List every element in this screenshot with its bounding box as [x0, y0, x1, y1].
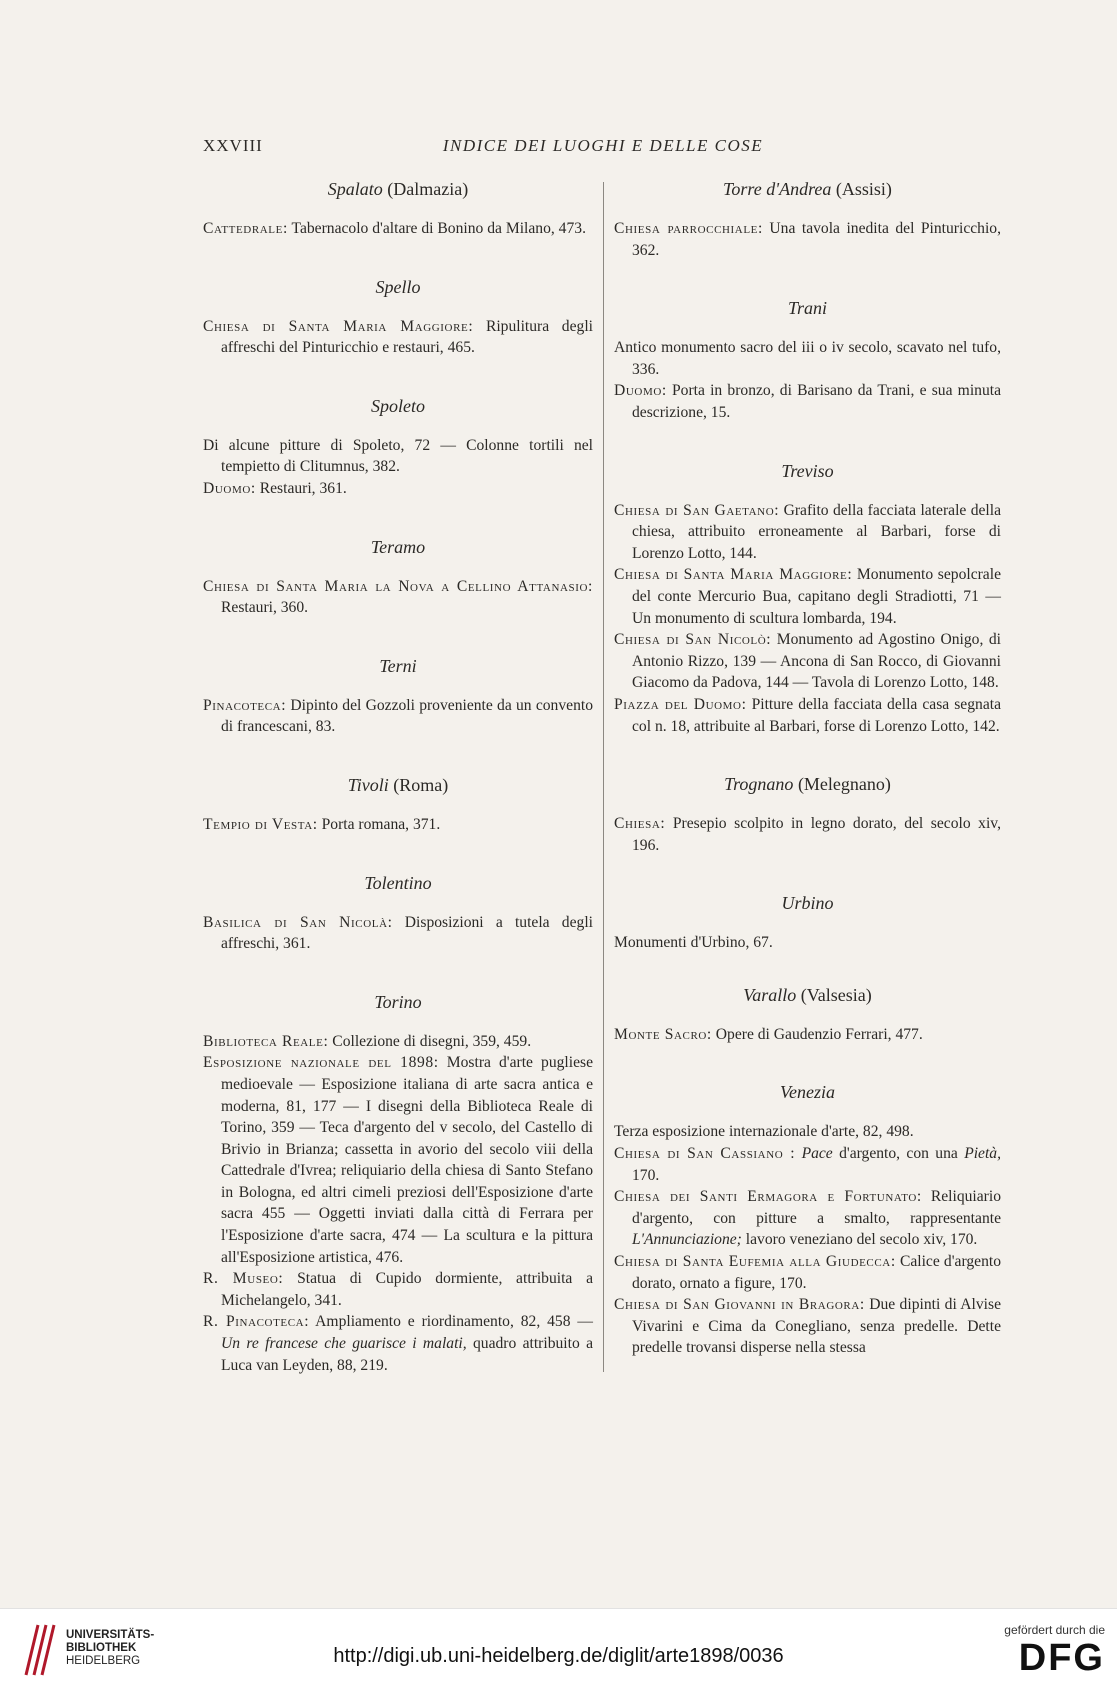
place-region: (Roma)	[393, 774, 449, 795]
entry-label: Chiesa di San Nicolò:	[614, 631, 772, 649]
entry-text: Dipinto del Gozzoli proveniente da un convento di francescani, 83.	[221, 696, 593, 736]
place-heading-torre-d-andrea	[614, 178, 1001, 200]
place-region: (Dalmazia)	[387, 179, 469, 199]
entry-label: Piazza del Duomo:	[614, 695, 747, 713]
entry-text: Disposizioni a tutela degli affreschi, 361.	[221, 913, 593, 953]
entry-label: Esposizione nazionale del 1898:	[203, 1054, 439, 1072]
index-entry	[203, 435, 593, 478]
page-number: XXVIII	[203, 136, 263, 155]
index-entry	[614, 1251, 1001, 1294]
place-name: Spoleto	[371, 395, 425, 416]
entry-label: Tempio di Vesta:	[203, 815, 318, 833]
entry-text: Presepio scolpito in legno dorato, del secolo xiv, 196.	[632, 815, 1001, 854]
entry-text: Porta romana, 371.	[321, 815, 441, 833]
index-entry	[614, 500, 1001, 565]
index-entry	[203, 814, 593, 836]
place-heading-torino	[203, 991, 593, 1013]
entry-text: Opere di Gaudenzio Ferrari, 477.	[715, 1025, 923, 1043]
index-entry	[614, 1143, 1001, 1186]
index-entry	[614, 1186, 1001, 1251]
artwork-title: L'Annunciazione;	[632, 1231, 742, 1249]
place-region: (Valsesia)	[800, 984, 872, 1005]
entry-text: Monumento sepolcrale del conte Mercurio Bua, capitano degli Stradiotti, 71 — Un monumento di scultura lombarda, 194.	[632, 566, 1001, 627]
entry-label: Duomo:	[203, 479, 256, 497]
index-entry	[614, 337, 1001, 380]
place-name: Spalato	[327, 179, 383, 199]
index-entry	[614, 380, 1001, 423]
entry-text: Antico monumento sacro del iii o iv secolo, scavato nel tufo, 336.	[614, 339, 1001, 378]
entry-label: Chiesa di San Giovanni in Bragora:	[614, 1296, 865, 1314]
place-region: (Assisi)	[835, 179, 892, 199]
entry-text: Reliquiario d'argento, con pitture a smalto, rappresentante	[632, 1188, 1001, 1227]
entry-text: Restauri, 360.	[221, 599, 309, 617]
page-header	[203, 136, 1003, 160]
place-name: Torino	[374, 991, 422, 1012]
place-heading-trani	[614, 297, 1001, 319]
entry-label: Cattedrale:	[203, 220, 288, 237]
entry-text: Restauri, 361.	[259, 479, 347, 497]
index-entry	[203, 912, 593, 955]
entry-text: Monumento ad Agostino Onigo, di Antonio Rizzo, 139 — Ancona di San Rocco, di Giovanni Giacomo da Padova, 144 — Tavola di Lorenzo Lotto, 148.	[632, 631, 1001, 692]
dfg-logo: DFG	[1018, 1637, 1105, 1679]
place-heading-spoleto	[203, 395, 593, 417]
library-name-line: HEIDELBERG	[66, 1655, 141, 1667]
entry-text: Porta in bronzo, di Barisano da Trani, e sua minuta descrizione, 15.	[632, 382, 1001, 421]
place-heading-urbino	[614, 892, 1001, 914]
place-heading-terni	[203, 655, 593, 677]
place-name: Teramo	[370, 536, 426, 557]
place-heading-trognano	[614, 773, 1001, 795]
index-entry	[614, 813, 1001, 856]
index-entry	[203, 1268, 593, 1311]
left-column	[203, 178, 593, 1376]
entry-label: Chiesa di Santa Eufemia alla Giudecca:	[614, 1253, 896, 1271]
entry-label: Chiesa di Santa Maria Maggiore:	[614, 566, 853, 584]
entry-label: Chiesa di Santa Maria Maggiore:	[203, 317, 474, 335]
index-entry	[614, 564, 1001, 629]
entry-text: Grafito della facciata laterale della chiesa, attribuito erroneamente al Barbari, forse di Lorenzo Lotto, 144.	[632, 501, 1002, 562]
index-entry	[614, 694, 1001, 737]
place-name: Treviso	[781, 460, 834, 481]
place-name: Trognano	[724, 774, 794, 795]
place-name: Torre d'Andrea	[723, 179, 832, 199]
entry-text: d'argento, con una	[839, 1145, 958, 1163]
entry-label: Chiesa parrocchiale:	[614, 220, 763, 237]
entry-label: Duomo:	[614, 382, 667, 400]
entry-text: Ripulitura degli affreschi del Pinturicchio e restauri, 465.	[221, 317, 593, 357]
entry-text: Pitture della facciata della casa segnata col n. 18, attribuite al Barbari, forse di Lorenzo Lotto, 142.	[632, 695, 1001, 735]
running-title: INDICE DEI LUOGHI E DELLE COSE	[442, 136, 764, 155]
place-name: Varallo	[743, 984, 797, 1005]
place-name: Urbino	[781, 893, 834, 914]
place-name: Tivoli	[347, 774, 389, 795]
column-divider	[603, 182, 604, 1372]
place-heading-tivoli	[203, 774, 593, 796]
entry-text: Collezione di disegni, 359, 459.	[332, 1032, 532, 1050]
entry-text: Una tavola inedita del Pinturicchio, 362.	[632, 220, 1001, 259]
index-entry	[614, 1121, 1001, 1143]
artwork-title: Pietà,	[964, 1145, 1001, 1163]
place-name: Tolentino	[364, 872, 432, 893]
place-heading-teramo	[203, 536, 593, 558]
place-name: Spello	[375, 276, 421, 297]
index-entry	[203, 1311, 593, 1376]
entry-text: Tabernacolo d'altare di Bonino da Milano, 473.	[291, 220, 586, 237]
entry-label: Chiesa di San Cassiano :	[614, 1145, 796, 1163]
entry-label: R. Museo:	[203, 1270, 284, 1288]
place-region: (Melegnano)	[797, 774, 891, 795]
entry-text: Monumenti d'Urbino, 67.	[614, 934, 773, 952]
artwork-title: Pace	[801, 1145, 833, 1163]
place-name: Venezia	[780, 1082, 835, 1103]
entry-label: Chiesa di Santa Maria la Nova a Cellino Attanasio:	[203, 577, 593, 595]
entry-label: R. Pinacoteca:	[203, 1313, 310, 1331]
place-heading-tolentino	[203, 872, 593, 894]
index-entry	[614, 629, 1001, 694]
place-heading-treviso	[614, 460, 1001, 482]
entry-text: Statua di Cupido dormiente, attribuita a Michelangelo, 341.	[221, 1270, 593, 1309]
index-entry	[203, 1031, 593, 1053]
entry-label: Chiesa di San Gaetano:	[614, 501, 780, 519]
index-entry	[203, 1052, 593, 1268]
entry-text: Calice d'argento dorato, ornato a figure, 170.	[632, 1253, 1001, 1292]
entry-text: Di alcune pitture di Spoleto, 72 — Colonne tortili nel tempietto di Clitumnus, 382.	[203, 436, 593, 476]
entry-text: Mostra d'arte pugliese medioevale — Esposizione italiana di arte sacra antica e moderna, 81, 177 — I disegni della Biblioteca Reale di Torino, 359 — Teca d'argento del v secolo, del Castello di Brivio in Brianza; cassetta in avorio del secolo viii della Cattedrale d'Ivrea; reliquiario della chiesa di Santo Stefano in Bologna, ed altri cimeli preziosi dell'Esposizione d'arte sacra 455 — Oggetti inviati dalla città di Ferrara per l'Esposizione d'arte sacra, 474 — La scultura e la pittura all'Esposizione artistica, 476.	[221, 1054, 593, 1266]
library-name-line: UNIVERSITÄTS-	[66, 1629, 155, 1641]
index-entry	[203, 695, 593, 738]
entry-text: lavoro veneziano del secolo xiv, 170.	[745, 1231, 978, 1249]
index-entry	[614, 1294, 1001, 1359]
place-heading-spello	[203, 276, 593, 298]
index-entry	[203, 218, 593, 240]
index-entry	[614, 1024, 1001, 1046]
entry-label: Pinacoteca:	[203, 696, 287, 714]
entry-label: Basilica di San Nicolà:	[203, 913, 393, 931]
entry-label: Biblioteca Reale:	[203, 1032, 329, 1050]
entry-text: 170.	[632, 1166, 660, 1184]
artwork-title: Un re francese che guarisce i malati,	[221, 1335, 467, 1353]
library-name-line: BIBLIOTHEK	[66, 1642, 137, 1654]
index-entry	[614, 218, 1001, 261]
entry-text: Due dipinti di Alvise Vivarini e Cima da Conegliano, senza predelle. Dette predelle trovansi disperse nella stessa	[632, 1296, 1001, 1357]
entry-text: Ampliamento e riordinamento, 82, 458 —	[315, 1313, 593, 1331]
entry-text: quadro attribuito a Luca van Leyden, 88, 219.	[221, 1335, 593, 1374]
index-entry	[203, 576, 593, 619]
entry-text: Terza esposizione internazionale d'arte, 82, 498.	[614, 1123, 914, 1141]
entry-label: Chiesa dei Santi Ermagora e Fortunato:	[614, 1188, 922, 1206]
place-name: Terni	[379, 655, 417, 676]
place-heading-varallo	[614, 984, 1001, 1006]
place-name: Trani	[787, 298, 828, 319]
entry-label: Monte Sacro:	[614, 1025, 712, 1043]
place-heading-venezia	[614, 1081, 1001, 1103]
digitization-footer	[0, 1608, 1117, 1695]
index-entry	[614, 932, 1001, 954]
right-column	[614, 178, 1001, 1359]
entry-label: Chiesa:	[614, 815, 666, 833]
funding-label: gefördert durch die	[1004, 1623, 1105, 1637]
source-url-link[interactable]: http://digi.ub.uni-heidelberg.de/diglit/arte1898/0036	[333, 1645, 784, 1667]
place-heading-spalato	[203, 178, 593, 200]
index-entry	[203, 478, 593, 500]
funding-notice	[1004, 1623, 1105, 1679]
index-entry	[203, 316, 593, 359]
